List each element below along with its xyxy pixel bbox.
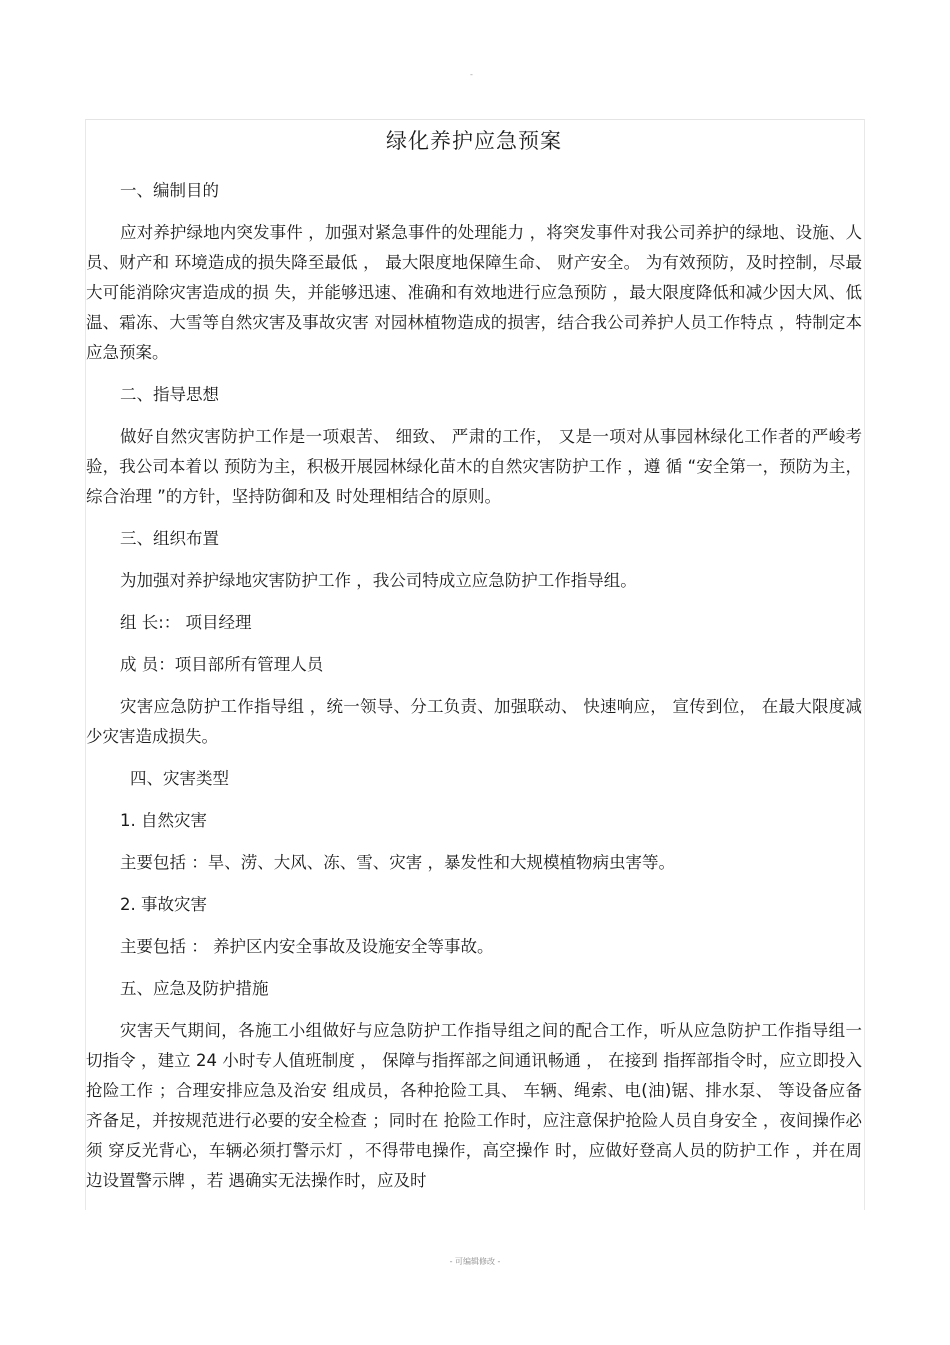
disaster-type-2-text: 主要包括 ： 养护区内安全事故及设施安全等事故。 [120,937,494,956]
disaster-type-1: 1. 自然灾害 [120,811,207,830]
disaster-type-2: 2. 事故灾害 [120,895,207,914]
section-1-paragraph: 应对养护绿地内突发事件 ，加强对紧急事件的处理能力 ，将突发事件对我公司养护的绿地、设施、人员、财产和 环境造成的损失降至最低 ， 最大限度地保障生命、 财产安全。 为有效预防，及时控制，尽最大可能消除灾害造成的损 失，并能够迅速、准确和有效地进行应急预防 ，最大限度降低和减少因大风、低温、霜冻、大雪等自然灾害及事故灾害 对园林植物造成的损害，结合我公司养护人员工作特点 ，特制定本应急预案。 [86,223,862,362]
section-3-paragraph: 为加强对养护绿地灾害防护工作 ，我公司特成立应急防护工作指导组。 [120,571,637,590]
section-5-heading: 五、应急及防护措施 [120,979,269,998]
page-footer: - 可编辑修改 - [449,1257,501,1266]
section-2-heading: 二、指导思想 [120,385,219,404]
team-members-line: 成 员：项目部所有管理人员 [120,655,324,674]
header-mark: - [470,70,473,79]
section-2-paragraph: 做好自然灾害防护工作是一项艰苦、 细致、 严肃的工作， 又是一项对从事园林绿化工作者的严峻考验，我公司本着以 预防为主，积极开展园林绿化苗木的自然灾害防护工作 ，遵 循 “安全第一，预防为主，综合治理 ”的方针，坚持防御和及 时处理相结合的原则。 [86,427,862,506]
document-body [86,124,862,1208]
section-5-paragraph: 灾害天气期间，各施工小组做好与应急防护工作指导组之间的配合工作，听从应急防护工作指导组一切指令 ，建立 24 小时专人值班制度 ， 保障与指挥部之间通讯畅通 ， 在接到 指挥部指令时，应立即投入抢险工作 ；合理安排应急及治安 组成员，各种抢险工具、 车辆、绳索、电(油)锯、排水泵、 等设备应备齐备足，并按规范进行必要的安全检查 ；同时在 抢险工作时，应注意保护抢险人员自身安全 ，夜间操作必须 穿反光背心，车辆必须打警示灯 ，不得带电操作，高空操作 时，应做好登高人员的防护工作 ，并在周边设置警示牌 ，若 遇确实无法操作时，应及时 [86,1021,862,1190]
section-3-heading: 三、组织布置 [120,529,219,548]
team-leader-line: 组 长:： 项目经理 [120,613,252,632]
section-4-heading: 四、灾害类型 [130,769,229,788]
section-1-heading: 一、编制目的 [120,181,219,200]
document-title: 绿化养护应急预案 [386,129,562,153]
section-3-paragraph-2: 灾害应急防护工作指导组 ，统一领导、分工负责、加强联动、 快速响应， 宣传到位， 在最大限度减少灾害造成损失。 [86,697,862,746]
disaster-type-1-text: 主要包括 ：旱、涝、大风、冻、雪、灾害 ，暴发性和大规模植物病虫害等。 [120,853,675,872]
